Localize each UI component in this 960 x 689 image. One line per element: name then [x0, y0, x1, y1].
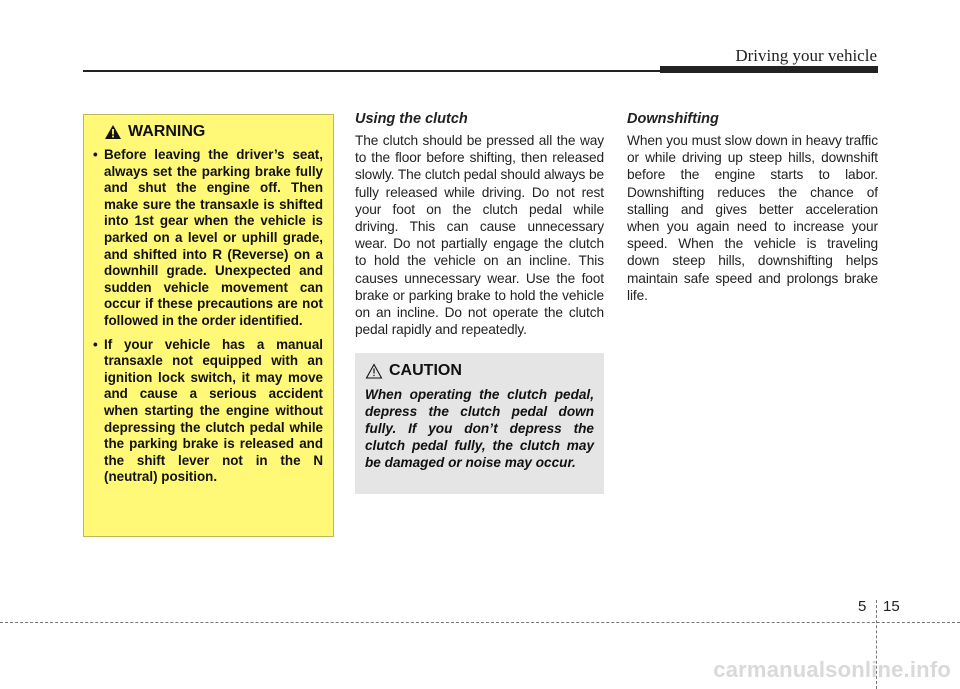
clutch-heading: Using the clutch [355, 111, 468, 127]
downshift-section [627, 111, 878, 304]
downshift-heading: Downshifting [627, 111, 719, 127]
header-rule-thick [660, 66, 878, 73]
warning-triangle-icon [104, 124, 122, 140]
caution-title: CAUTION [389, 362, 462, 379]
clutch-section [355, 111, 604, 338]
page-number: 15 [883, 598, 900, 615]
footer-rule [0, 622, 960, 623]
warning-item: • If your vehicle has a manual transaxle not equipped with an ignition lock switch, it may move and cause a serious accident when starting the engine without depressing the clutch pedal while the parking brake is released and the shift lever not in the N (neutral) position. [94, 337, 323, 486]
chapter-number: 5 [858, 598, 867, 615]
warning-list [94, 147, 323, 486]
warning-box [83, 114, 334, 537]
warning-title: WARNING [128, 123, 206, 140]
clutch-body: The clutch should be pressed all the way to the floor before shifting, then released slowly. The clutch pedal should always be fully released while driving. Do not rest your foot on the clutch pedal while driving. This can cause unnecessary wear. Do not partially engage the clutch to hold the vehicle on an incline. This causes unnecessary wear. Use the foot brake or parking brake to hold the vehicle on an incline. Do not operate the clutch pedal rapidly and repeatedly. [355, 133, 604, 338]
caution-box [355, 353, 604, 494]
caution-header [365, 362, 594, 380]
chapter-title: Driving your vehicle [735, 46, 877, 65]
warning-header [104, 123, 323, 141]
header-rule [83, 70, 660, 72]
caution-triangle-icon [365, 363, 383, 379]
caution-body: When operating the clutch pedal, depress the clutch pedal down fully. If you don’t depress the clutch pedal fully, the clutch may be damaged or noise may occur. [365, 387, 594, 470]
warning-item: • Before leaving the driver’s seat, always set the parking brake fully and shut the engine off. Then make sure the transaxle is shifted into 1st gear when the vehicle is parked on a level or uphill grade, and shifted into R (Reverse) on a downhill grade. Unexpected and sudden vehicle movement can occur if these precautions are not followed in the order identified. [94, 147, 323, 330]
watermark: carmanualsonline.info [713, 657, 951, 682]
downshift-body: When you must slow down in heavy traffic or while driving up steep hills, downshift before the engine starts to labor. Downshifting reduces the chance of stalling and gives better acceleration when you again need to increase your speed. When the vehicle is traveling down steep hills, downshifting helps maintain safe speed and prolongs brake life. [627, 133, 878, 303]
